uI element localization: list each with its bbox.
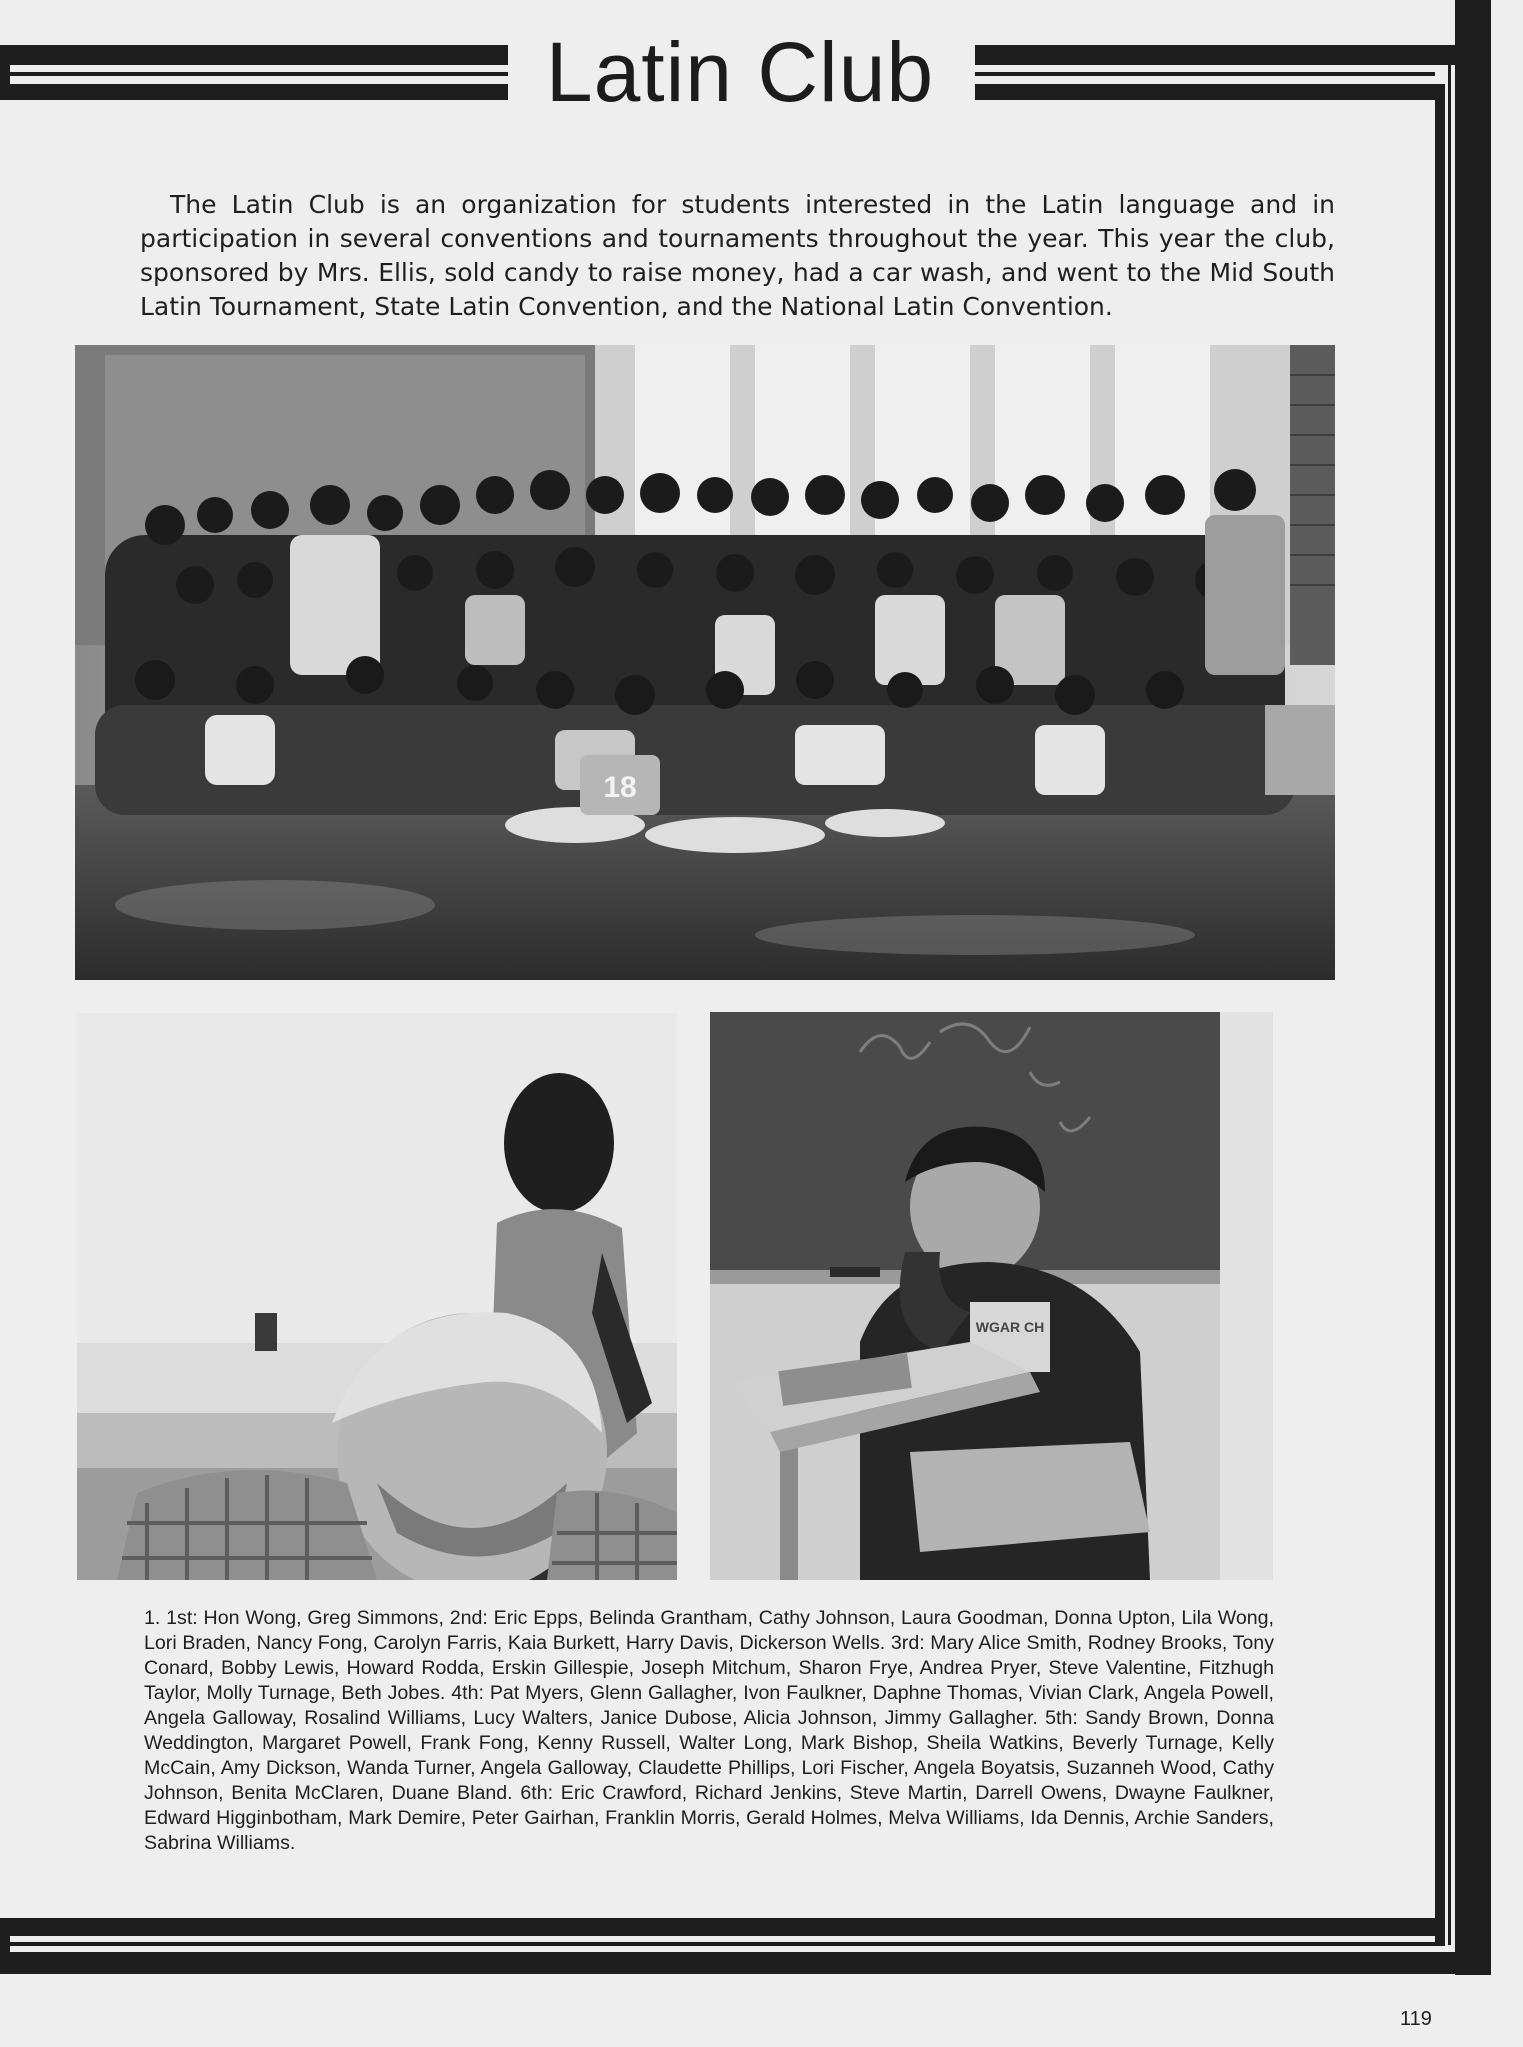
top-left-bar xyxy=(0,45,508,65)
classroom-photo-image xyxy=(77,1013,677,1580)
left-edge-mark xyxy=(0,60,10,100)
right-frame-inner xyxy=(1435,84,1445,1944)
page-number: 119 xyxy=(1400,2008,1432,2030)
shirt-text: WGAR CH xyxy=(975,1319,1045,1335)
top-right-bar xyxy=(975,45,1455,65)
photo-caption: 1. 1st: Hon Wong, Greg Simmons, 2nd: Eric Epps, Belinda Grantham, Cathy Johnson, Laura Goodman, Donna Upton, Lila Wong, Lori Braden, Nancy Fong, Carolyn Farris, Kaia Burkett, Harry Davis, Dickerson Wells. 3rd: Mary Alice Smith, Rodney Brooks, Tony Conard, Bobby Lewis, Howard Rodda, Erskin Gillespie, Joseph Mitchum, Sharon Frye, Andrea Pryer, Steve Valentine, Fitzhugh Taylor, Molly Turnage, Beth Jobes. 4th: Pat Myers, Glenn Gallagher, Ivon Faulkner, Daphne Thomas, Vivian Clark, Angela Powell, Angela Galloway, Rosalind Williams, Lucy Walters, Janice Dubose, Alicia Johnson, Jimmy Gallagher. 5th: Sandy Brown, Donna Weddington, Margaret Powell, Frank Fong, Kenny Russell, Walter Long, Mark Bishop, Sheila Watkins, Beverly Turnage, Kelly McCain, Amy Dickson, Wanda Turner, Angela Galloway, Claudette Phillips, Lori Fischer, Angela Boyatsis, Suzanneh Wood, Cathy Johnson, Benita McClaren, Duane Bland. 6th: Eric Crawford, Richard Jenkins, Steve Martin, Darrell Owens, Dwayne Faulkner, Edward Higginbotham, Mark Demire, Peter Gairhan, Franklin Morris, Gerald Holmes, Melva Williams, Ida Dennis, Archie Sanders, Sabrina Williams. xyxy=(144,1607,1274,1854)
top-left-thin-line xyxy=(0,72,508,76)
top-right-thin-line xyxy=(975,72,1435,76)
group-jersey-number: 18 xyxy=(603,771,637,804)
page-title: Latin Club xyxy=(545,25,935,119)
bottom-bar-lower xyxy=(0,1952,1491,1974)
bottom-thin-line xyxy=(0,1942,1445,1946)
right-frame-outer xyxy=(1455,0,1491,1975)
student-reading-photo xyxy=(710,1012,1273,1580)
group-photo-image xyxy=(75,345,1335,980)
right-frame-thin xyxy=(1448,45,1451,1945)
group-photo xyxy=(75,345,1335,980)
top-right-bar-lower xyxy=(975,84,1435,100)
reading-photo-image xyxy=(710,1012,1273,1580)
intro-paragraph: The Latin Club is an organization for students interested in the Latin language and in participation in several conventions and tournaments throughout the year. This year the club, sponsored by Mrs. Ellis, sold candy to raise money, had a car wash, and went to the Mid South Latin Tournament, State Latin Convention, and the National Latin Convention. xyxy=(140,190,1335,321)
top-left-bar-lower xyxy=(0,84,508,100)
boys-in-classroom-photo xyxy=(77,1013,677,1580)
bottom-bar-upper xyxy=(0,1918,1445,1936)
